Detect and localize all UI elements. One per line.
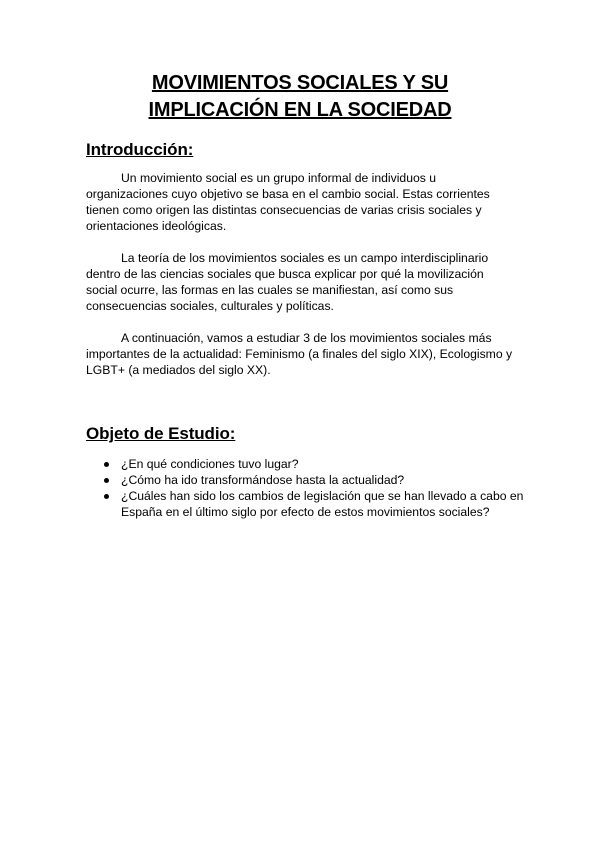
document-title (60, 70, 540, 124)
title-line-2: IMPLICACIÓN EN LA SOCIEDAD (148, 99, 452, 121)
objeto-heading: Objeto de Estudio: (86, 424, 236, 443)
intro-paragraph-3: A continuación, vamos a estudiar 3 de los movimientos sociales más importantes de la actualidad: Feminismo (a finales del siglo XIX), Ecologismo y LGBT+ (a mediados del siglo XX). (86, 331, 513, 377)
bullet-text-3: ¿Cuáles han sido los cambios de legislación que se han llevado a cabo en España en el último siglo por efecto de estos movimientos sociales? (121, 489, 524, 519)
list-item (86, 456, 526, 472)
bullet-icon (104, 478, 109, 483)
title-line-1: MOVIMIENTOS SOCIALES Y SU (151, 72, 449, 94)
list-item (86, 472, 526, 488)
bullet-icon (104, 494, 109, 499)
intro-paragraph-2: La teoría de los movimientos sociales es un campo interdisciplinario dentro de las ciencias sociales que busca explicar por qué la movilización social ocurre, las formas en las cuales se manifiestan, así como sus consecuencias sociales, culturales y políticas. (86, 251, 489, 313)
intro-paragraph-1: Un movimiento social es un grupo informal de individuos u organizaciones cuyo objetivo se basa en el cambio social. Estas corrientes tienen como origen las distintas consecuencias de varias crisis sociales y orientaciones ideológicas. (86, 171, 490, 233)
introduccion-heading: Introducción: (86, 140, 194, 159)
objeto-bullet-list (86, 456, 526, 520)
bullet-icon (104, 462, 109, 467)
list-item (86, 488, 526, 520)
bullet-text-2: ¿Cómo ha ido transformándose hasta la actualidad? (121, 473, 405, 487)
bullet-text-1: ¿En qué condiciones tuvo lugar? (121, 457, 299, 471)
